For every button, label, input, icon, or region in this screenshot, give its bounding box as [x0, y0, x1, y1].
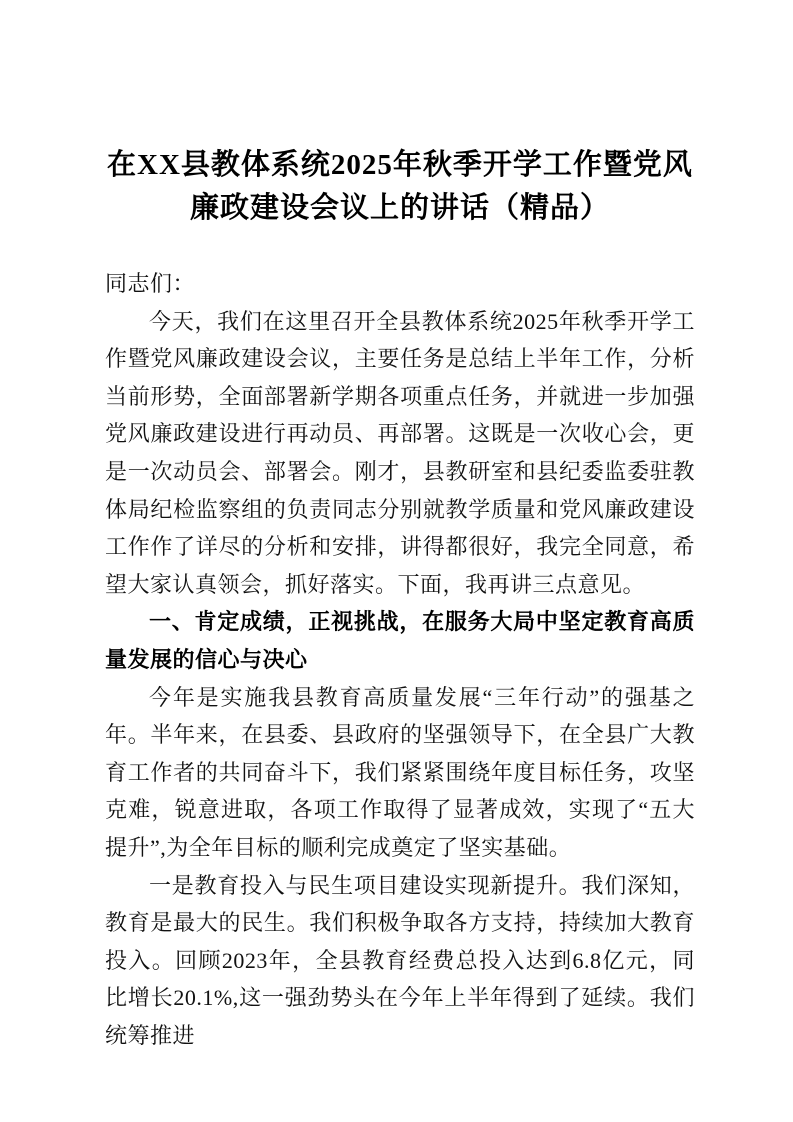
- title-line-1: 在XX县教体系统2025年秋季开学工作暨党风: [107, 149, 693, 181]
- section-heading-1: 一、肯定成绩，正视挑战，在服务大局中坚定教育高质量发展的信心与决心: [105, 609, 695, 672]
- paragraph-opening: 今天，我们在这里召开全县教体系统2025年秋季开学工作暨党风廉政建设会议，主要任务是总结上半年工作，分析当前形势，全面部署新学期各项重点任务，并就进一步加强党风廉政建设进行再动员、再部署。这既是一次收心会，更是一次动员会、部署会。刚才，县教研室和县纪委监委驻教体局纪检监察组的负责同志分别就教学质量和党风廉政建设工作作了详尽的分析和安排，讲得都很好，我完全同意，希望大家认真领会，抓好落实。下面，我再讲三点意见。: [105, 308, 695, 597]
- document-title: [105, 144, 695, 230]
- title-line-2: 廉政建设会议上的讲话（精品）: [189, 192, 610, 224]
- paragraph-education-investment: 一是教育投入与民生项目建设实现新提升。我们深知，教育是最大的民生。我们积极争取各方支持，持续加大教育投入。回顾2023年，全县教育经费总投入达到6.8亿元，同比增长20.1%,这一强劲势头在今年上半年得到了延续。我们统筹推进: [105, 872, 695, 1048]
- paragraph-achievements-overview: 今年是实施我县教育高质量发展“三年行动”的强基之年。半年来，在县委、县政府的坚强领导下，在全县广大教育工作者的共同奋斗下，我们紧紧围绕年度目标任务，攻坚克难，锐意进取，各项工作取得了显著成效，实现了“五大提升”,为全年目标的顺利完成奠定了坚实基础。: [105, 684, 695, 860]
- salutation: 同志们：: [105, 271, 196, 296]
